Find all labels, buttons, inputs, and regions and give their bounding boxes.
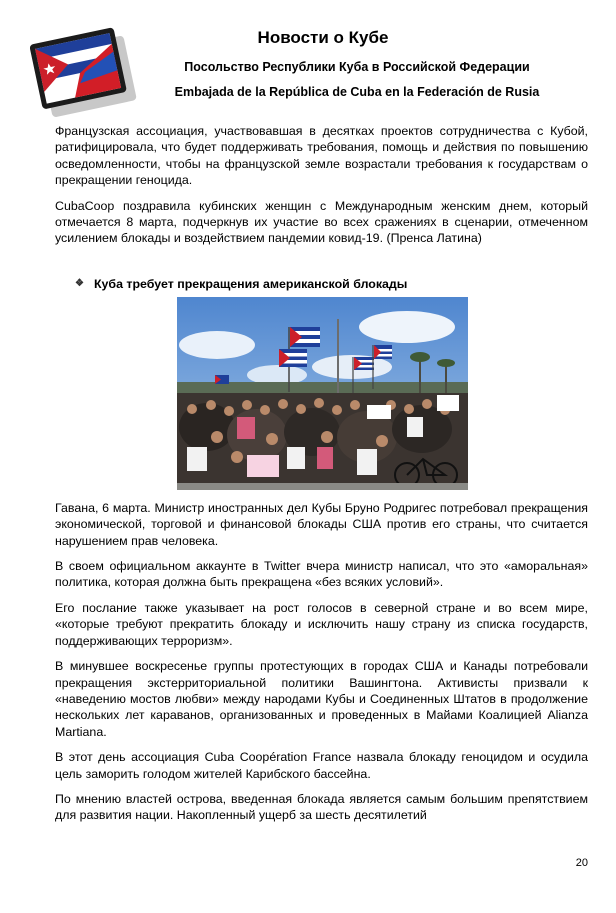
article-heading bbox=[75, 277, 588, 291]
paragraph: В этот день ассоциация Cuba Coopération France назвала блокаду геноцидом и осудила цель заморить голодом жителей Карибского бассейна. bbox=[55, 750, 588, 781]
article-heading-text: Куба требует прекращения американской блокады bbox=[93, 276, 408, 291]
page-number: 20 bbox=[575, 857, 588, 869]
protest-photo bbox=[177, 297, 468, 490]
document-body bbox=[55, 123, 588, 833]
page-title: Новости о Кубе bbox=[257, 28, 389, 47]
paragraph: В своем официальном аккаунте в Twitter вчера министр написал, что это «аморальная» политика, которая должна быть прекращена «без всяких условий». bbox=[55, 559, 588, 590]
paragraph: CubaCoop поздравила кубинских женщин с Международным женским днем, который отмечается 8 марта, подчеркнув их участие во всех сражениях в сценарии, отмеченном усилением блокады и воздействием пандемии ковид-19. (Пренса Латина) bbox=[55, 198, 588, 246]
subtitle-russian: Посольство Республики Куба в Российской Федерации bbox=[184, 60, 530, 74]
paragraph: Его послание также указывает на рост голосов в северной стране и во всем мире, «которые требуют прекратить блокаду и исключить нашу страну из списка государств, поддерживающих терроризм». bbox=[55, 600, 588, 648]
subtitle-spanish: Embajada de la República de Cuba en la Federación de Rusia bbox=[174, 85, 540, 99]
embassy-flag-logo bbox=[30, 22, 140, 122]
paragraph: По мнению властей острова, введенная блокада является самым большим препятствием для развития нации. Накопленный ущерб за шесть десятилетий bbox=[55, 791, 588, 823]
paragraph: В минувшее воскресенье группы протестующих в городах США и Канады потребовали прекращения экстерриториальной политики Вашингтона. Активисты призвали к «наведению мостов любви» между народами Кубы и Соединенных Штатов в продолжение нескольких лет караванов, организованных и проведенных в Майами Коалицией Alianza Martiana. bbox=[55, 659, 588, 739]
paragraph: Гавана, 6 марта. Министр иностранных дел Кубы Бруно Родригес потребовал прекращения экономической, торговой и финансовой блокады США против его страны, что считается нарушением прав человека. bbox=[55, 500, 588, 548]
paragraph: Французская ассоциация, участвовавшая в десятках проектов сотрудничества с Кубой, ратифицировала, что будет поддерживать требования, помощь и действия по повышению осведомленности, чтобы на французской земле возрастали требования к государствам о прекращении геноцида. bbox=[55, 124, 588, 188]
diamond-bullet-icon: ❖ bbox=[75, 278, 84, 290]
